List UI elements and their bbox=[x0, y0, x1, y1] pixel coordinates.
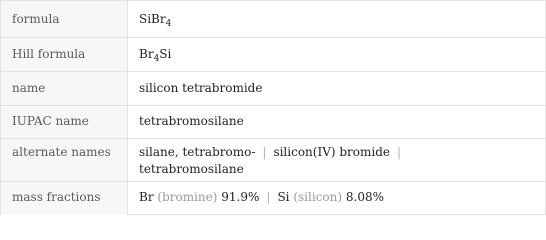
separator: | bbox=[266, 190, 271, 204]
element-symbol: Br bbox=[139, 190, 154, 204]
table-row bbox=[1, 37, 545, 72]
iupac-name-value: tetrabromosilane bbox=[139, 114, 244, 128]
formula-main: SiBr bbox=[139, 12, 166, 26]
alternate-name: silane, tetrabromo- bbox=[139, 145, 256, 159]
hill-part-si: Si bbox=[159, 47, 172, 61]
alternate-name: silicon(IV) bromide bbox=[273, 145, 391, 159]
hill-subscript: 4 bbox=[153, 54, 160, 64]
row-label-iupac-name: IUPAC name bbox=[12, 114, 89, 128]
mass-fractions-value bbox=[139, 189, 384, 205]
table-row bbox=[1, 1, 545, 37]
name-value: silicon tetrabromide bbox=[139, 81, 263, 95]
table-row bbox=[1, 138, 545, 182]
mass-percent: 8.08% bbox=[345, 190, 385, 204]
separator: | bbox=[262, 145, 267, 159]
hill-part-br: Br bbox=[139, 47, 154, 61]
formula-value bbox=[139, 11, 171, 29]
element-symbol: Si bbox=[277, 190, 290, 204]
row-label-formula: formula bbox=[12, 12, 60, 26]
row-label-name: name bbox=[12, 81, 46, 95]
table-row bbox=[1, 71, 545, 106]
row-label-mass-fractions: mass fractions bbox=[12, 190, 101, 204]
alternate-names-line-2 bbox=[139, 161, 244, 177]
mass-percent: 91.9% bbox=[221, 190, 260, 204]
table-row bbox=[1, 105, 545, 139]
row-label-hill-formula: Hill formula bbox=[12, 47, 86, 61]
separator: | bbox=[397, 145, 402, 159]
row-label-alternate-names: alternate names bbox=[12, 145, 111, 159]
hill-formula-value bbox=[139, 46, 171, 64]
alternate-names-line-1 bbox=[139, 144, 408, 160]
formula-subscript: 4 bbox=[165, 19, 172, 29]
element-name: (bromine) bbox=[157, 190, 218, 204]
alternate-name: tetrabromosilane bbox=[139, 162, 244, 176]
element-name: (silicon) bbox=[293, 190, 343, 204]
table-row bbox=[1, 181, 545, 215]
